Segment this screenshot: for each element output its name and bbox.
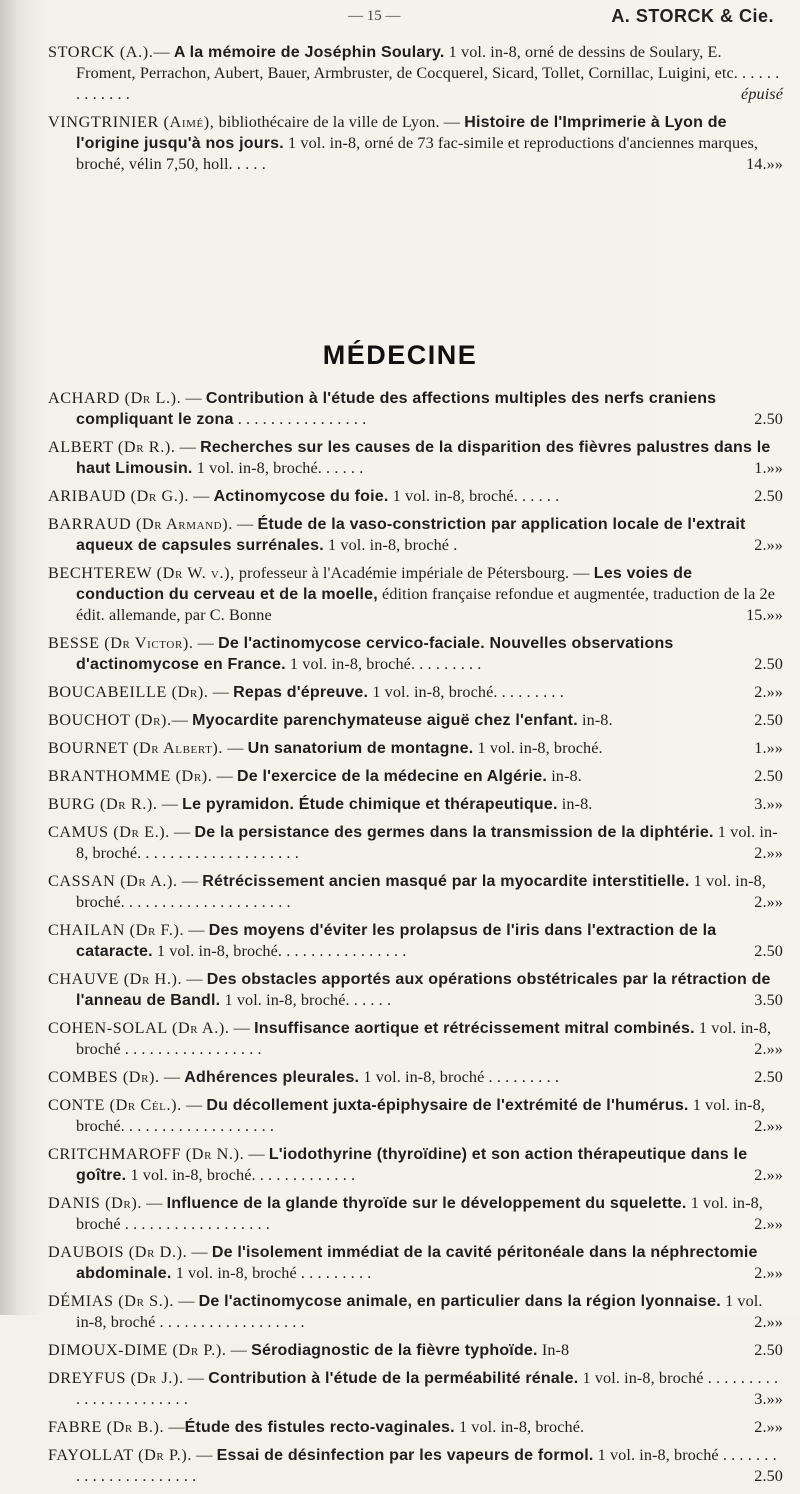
- entry-description: 1 vol. in-8, broché. . . . . . . . .: [368, 683, 564, 701]
- entry-description: 1 vol. in-8, broché. . . . . . . . . . . . . . . .: [152, 942, 407, 960]
- entry-separator: —: [223, 739, 248, 757]
- entry-title: Adhérences pleurales.: [184, 1069, 360, 1086]
- entry-author: CHAUVE (Dr H.).: [48, 970, 183, 988]
- catalog-entry: [48, 1368, 783, 1410]
- entry-description: 1 vol. in-8, broché .: [323, 536, 458, 554]
- entry-price: 2.50: [754, 1341, 783, 1359]
- entry-title: De l'actinomycose animale, en particulier dans la région lyonnaise.: [198, 1293, 721, 1310]
- entry-description: 1 vol. in-8, orné de 73 fac-simile et reproductions d'anciennes marques, broché, vélin 7,50, holl. . . . .: [76, 134, 759, 173]
- entry-description: 1 vol. in-8, broché. . . . . . . . . . . . .: [126, 1166, 356, 1184]
- entry-price: 2.»»: [754, 1040, 783, 1058]
- entry-separator: —: [153, 43, 174, 61]
- entry-separator: —: [208, 683, 234, 701]
- entry-description: 1 vol. in-8, broché . . . . . . . . . . . . . . . . .: [76, 1019, 772, 1058]
- entry-title: Essai de désinfection par les vapeurs de formol.: [216, 1447, 594, 1464]
- entry-title: L'iodothyrine (thyroïdine) et son action thérapeutique dans le goître.: [76, 1146, 748, 1184]
- entry-title: Contribution à l'étude de la perméabilité rénale.: [208, 1370, 579, 1387]
- entry-title: Insuffisance aortique et rétrécissement mitral combinés.: [254, 1020, 695, 1037]
- entry-separator: professeur à l'Académie impériale de Pétersbourg. —: [234, 564, 594, 582]
- catalog-entry: [48, 514, 783, 556]
- entry-separator: —: [232, 515, 258, 533]
- entry-title: Repas d'épreuve.: [233, 684, 369, 701]
- entry-title: Recherches sur les causes de la disparition des fièvres palustres dans le haut Limousin.: [76, 439, 771, 477]
- entry-price: 3.»»: [754, 795, 783, 813]
- entry-title: De l'isolement immédiat de la cavité péritonéale dans la néphrectomie abdominale.: [76, 1244, 758, 1282]
- entry-price: 2.»»: [754, 1313, 783, 1331]
- entry-separator: —: [212, 767, 238, 785]
- entry-description: 1 vol. in-8, broché . . . . . . . . .: [359, 1068, 560, 1086]
- entry-separator: —: [171, 711, 193, 729]
- catalog-entry: [48, 1291, 783, 1333]
- entry-separator: —: [174, 1292, 199, 1310]
- entry-description: In-8: [537, 1341, 570, 1359]
- entry-description: 1 vol. in-8, broché.: [454, 1418, 585, 1436]
- entry-separator: —: [159, 1068, 185, 1086]
- entry-price: 2.»»: [754, 1215, 783, 1233]
- catalog-entry: [48, 710, 783, 731]
- section-title: MÉDECINE: [322, 340, 478, 370]
- catalog-entry: [48, 766, 783, 787]
- entry-price: 3.50: [754, 991, 783, 1009]
- catalog-entry: [48, 563, 783, 626]
- catalog-entry: [48, 1144, 783, 1186]
- entry-title: Un sanatorium de montagne.: [247, 740, 474, 757]
- entry-author: CRITCHMAROFF (Dr N.).: [48, 1145, 245, 1163]
- entry-author: BARRAUD (Dr Armand).: [48, 515, 233, 533]
- entry-price: 15.»»: [746, 606, 783, 624]
- entry-price: 2.50: [754, 942, 783, 960]
- entry-price: 2.»»: [754, 536, 783, 554]
- entry-description: 1 vol. in-8, broché . . . . . . . . . . . . . . . . . . . . . . .: [76, 1369, 779, 1408]
- catalog-entry: [48, 112, 783, 175]
- entry-author: BOUCHOT (Dr).: [48, 711, 172, 729]
- catalog-entry: [48, 682, 783, 703]
- entry-author: BECHTEREW (Dr W. v.),: [48, 564, 235, 582]
- entry-price: 2.50: [754, 1068, 783, 1086]
- entry-author: DREYFUS (Dr J.).: [48, 1369, 184, 1387]
- entry-title: Histoire de l'Imprimerie à Lyon de l'origine jusqu'à nos jours.: [76, 114, 727, 152]
- entry-price: 2.»»: [754, 1264, 783, 1282]
- entry-separator: —: [229, 1019, 255, 1037]
- entry-description: in-8.: [547, 767, 582, 785]
- entry-description: in-8.: [557, 795, 593, 813]
- entry-price: 1.»»: [754, 459, 783, 477]
- entry-price: 2.50: [754, 487, 783, 505]
- entry-author: DÉMIAS (Dr S.).: [48, 1292, 175, 1310]
- entry-separator: —: [182, 970, 207, 988]
- entry-title: Du décollement juxta-épiphysaire de l'extrémité de l'humérus.: [206, 1097, 689, 1114]
- entry-price: 2.50: [754, 1467, 783, 1485]
- entry-separator: bibliothécaire de la ville de Lyon. —: [214, 113, 465, 131]
- entry-author: DANIS (Dr).: [48, 1194, 142, 1212]
- entry-price: 2.50: [754, 655, 783, 673]
- entry-description: 1 vol. in-8, orné de dessins de Soulary, E. Froment, Perrachon, Aubert, Bauer, Armbruster, de Cocquerel, Sicard, Tollet, Cornillac, Luigini, etc. . . . . . . . . . . . .: [76, 43, 780, 103]
- entry-description: 1 vol. in-8, broché. . . . . . . . . . . . . . . . . . .: [76, 1096, 765, 1135]
- entry-title: Des obstacles apportés aux opérations obstétricales par la rétraction de l'anneau de Bandl.: [76, 971, 771, 1009]
- catalog-entry: [48, 1193, 783, 1235]
- entry-author: ACHARD (Dr L.).: [48, 389, 182, 407]
- entry-separator: —: [193, 634, 219, 652]
- entry-author: CAMUS (Dr E.).: [48, 823, 170, 841]
- entry-title: A la mémoire de Joséphin Soulary.: [173, 44, 445, 61]
- catalog-entry: [48, 738, 783, 759]
- entry-title: Étude de la vaso-constriction par application locale de l'extrait aqueux de capsules surrénales.: [76, 516, 746, 554]
- publisher-name: A. STORCK & Cie.: [611, 6, 774, 26]
- catalog-entry: [48, 920, 783, 962]
- entry-author: ALBERT (Dr R.).: [48, 438, 176, 456]
- entry-author: DIMOUX-DIME (Dr P.).: [48, 1341, 227, 1359]
- catalog-entry: [48, 388, 783, 430]
- catalog-entry: [48, 969, 783, 1011]
- entry-author: BOURNET (Dr Albert).: [48, 739, 224, 757]
- entry-author: ARIBAUD (Dr G.).: [48, 487, 190, 505]
- catalog-entry: [48, 1445, 783, 1487]
- entry-author: DAUBOIS (Dr D.).: [48, 1243, 188, 1261]
- entry-description: 1 vol. in-8, broché. . . . . .: [192, 459, 364, 477]
- entry-description: 1 vol. in-8, broché . . . . . . . . .: [171, 1264, 372, 1282]
- entry-description: édition française refondue et augmentée, traduction de la 2e édit. allemande, par C. Bonne: [76, 585, 776, 624]
- entry-price: 14.»»: [746, 155, 783, 173]
- page-number: — 15 —: [348, 8, 401, 24]
- entry-price: 2.»»: [754, 1166, 783, 1184]
- entry-author: VINGTRINIER (Aimé),: [48, 113, 215, 131]
- entry-title: Les voies de conduction du cerveau et de la moelle,: [76, 565, 693, 603]
- entry-separator: —: [157, 795, 183, 813]
- catalog-entry: [48, 1340, 783, 1361]
- catalog-entry: [48, 794, 783, 815]
- catalog-entry: [48, 633, 783, 675]
- entry-separator: —: [169, 823, 195, 841]
- entry-title: Le pyramidon. Étude chimique et thérapeutique.: [182, 796, 558, 813]
- entry-description: 1 vol. in-8, broché. . . . . .: [388, 487, 560, 505]
- entry-separator: —: [226, 1341, 252, 1359]
- entry-title: Des moyens d'éviter les prolapsus de l'iris dans l'extraction de la cataracte.: [76, 922, 717, 960]
- entry-separator: —: [181, 1096, 207, 1114]
- entry-description: 1 vol. in-8, broché . . . . . . . . . . . . . . . . . .: [76, 1292, 763, 1331]
- entry-description: . . . . . . . . . . . . . . . .: [233, 410, 367, 428]
- entry-separator: —: [164, 1418, 185, 1436]
- page-header: [0, 6, 800, 34]
- entry-separator: —: [141, 1194, 167, 1212]
- entry-separator: —: [181, 389, 206, 407]
- catalog-entry: [48, 871, 783, 913]
- catalog-entry: [48, 1095, 783, 1137]
- entry-price: 1.»»: [754, 739, 783, 757]
- entry-separator: —: [183, 1369, 209, 1387]
- entry-title: Contribution à l'étude des affections multiples des nerfs craniens compliquant le zona: [76, 390, 717, 428]
- entry-separator: —: [175, 438, 201, 456]
- entry-price: épuisé: [741, 85, 783, 103]
- entry-price: 2.50: [754, 711, 783, 729]
- catalog-entry: [48, 1067, 783, 1088]
- entry-price: 2.50: [754, 410, 783, 428]
- entry-description: 1 vol. in-8, broché.: [473, 739, 603, 757]
- entry-author: CHAILAN (Dr F.).: [48, 921, 185, 939]
- entry-author: COMBES (Dr).: [48, 1068, 160, 1086]
- entry-description: 1 vol. in-8, broché . . . . . . . . . . . . . . . . . . . . . .: [76, 1446, 777, 1485]
- entry-author: FAYOLLAT (Dr P.).: [48, 1446, 193, 1464]
- entry-separator: —: [187, 1243, 212, 1261]
- entry-author: BURG (Dr R.).: [48, 795, 158, 813]
- medecine-entries: [48, 388, 783, 1494]
- catalog-entry: [48, 42, 783, 105]
- entry-description: 1 vol. in-8, broché. . . . . . . . . . . . . . . . . . . .: [76, 823, 778, 862]
- entry-description: in-8.: [577, 711, 613, 729]
- entry-separator: —: [189, 487, 214, 505]
- entry-title: Influence de la glande thyroïde sur le développement du squelette.: [166, 1195, 687, 1212]
- entry-author: STORCK (A.).: [48, 43, 154, 61]
- entry-title: Myocardite parenchymateuse aiguë chez l'enfant.: [192, 712, 578, 729]
- top-entries: [48, 42, 783, 182]
- entry-separator: —: [244, 1145, 269, 1163]
- entry-price: 2.»»: [754, 1117, 783, 1135]
- entry-separator: —: [192, 1446, 217, 1464]
- entry-author: CONTE (Dr Cél.).: [48, 1096, 182, 1114]
- entry-title: De l'actinomycose cervico-faciale. Nouvelles observations d'actinomycose en France.: [76, 635, 674, 673]
- entry-author: BOUCABEILLE (Dr).: [48, 683, 209, 701]
- entry-price: 2.»»: [754, 844, 783, 862]
- entry-price: 2.»»: [754, 683, 783, 701]
- catalog-entry: [48, 1242, 783, 1284]
- entry-author: CASSAN (Dr A.).: [48, 872, 178, 890]
- entry-description: 1 vol. in-8, broché. . . . . .: [220, 991, 392, 1009]
- entry-title: De la persistance des germes dans la transmission de la diphtérie.: [194, 824, 714, 841]
- entry-title: Étude des fistules recto-vaginales.: [184, 1419, 455, 1436]
- entry-description: 1 vol. in-8, broché . . . . . . . . . . . . . . . . . .: [76, 1194, 763, 1233]
- catalog-entry: [48, 1417, 783, 1438]
- entry-price: 3.»»: [754, 1390, 783, 1408]
- entry-author: BRANTHOMME (Dr).: [48, 767, 213, 785]
- entry-description: 1 vol. in-8, broché. . . . . . . . . . . . . . . . . . . . .: [76, 872, 766, 911]
- entry-separator: —: [177, 872, 203, 890]
- entry-price: 2.»»: [754, 893, 783, 911]
- entry-title: Rétrécissement ancien masqué par la myocardite interstitielle.: [202, 873, 690, 890]
- entry-author: COHEN-SOLAL (Dr A.).: [48, 1019, 230, 1037]
- entry-description: 1 vol. in-8, broché. . . . . . . . .: [285, 655, 482, 673]
- entry-price: 2.50: [754, 767, 783, 785]
- catalog-entry: [48, 437, 783, 479]
- entry-title: De l'exercice de la médecine en Algérie.: [237, 768, 548, 785]
- entry-separator: —: [184, 921, 209, 939]
- entry-author: FABRE (Dr B.).: [48, 1418, 165, 1436]
- catalog-entry: [48, 822, 783, 864]
- entry-title: Actinomycose du foie.: [213, 488, 389, 505]
- catalog-entry: [48, 486, 783, 507]
- entry-price: 2.»»: [754, 1418, 783, 1436]
- entry-title: Sérodiagnostic de la fièvre typhoïde.: [251, 1342, 538, 1359]
- entry-author: BESSE (Dr Victor).: [48, 634, 194, 652]
- catalog-entry: [48, 1018, 783, 1060]
